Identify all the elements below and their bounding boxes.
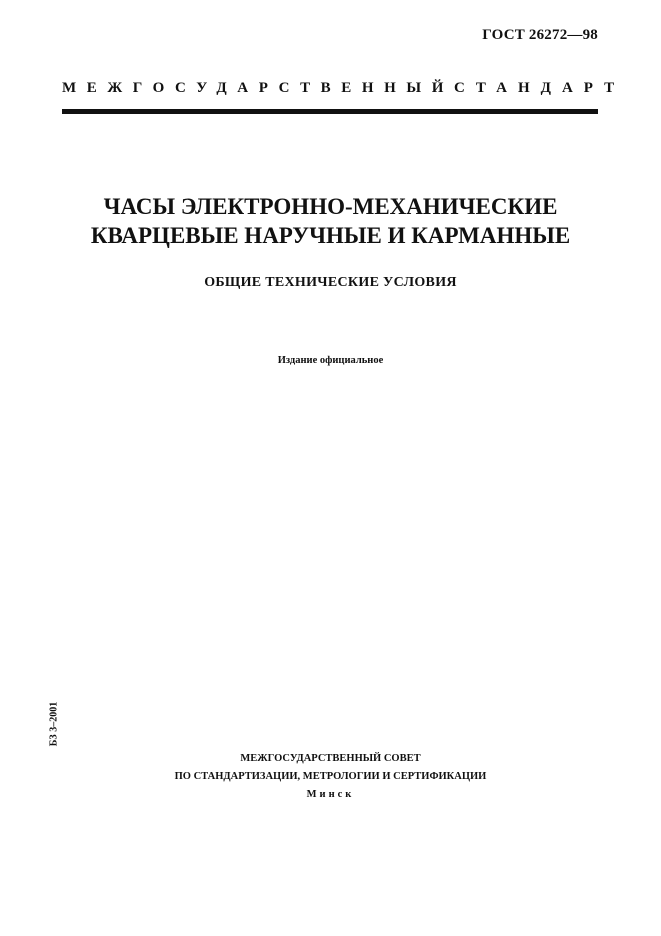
title-line-2: КВАРЦЕВЫЕ НАРУЧНЫЕ И КАРМАННЫЕ — [90, 223, 571, 248]
interstate-standard-banner — [62, 80, 626, 97]
publisher-block — [0, 750, 661, 804]
side-catalog-code: БЗ 3–2001 — [48, 701, 60, 747]
document-number: ГОСТ 26272—98 — [482, 27, 598, 43]
header-rule — [62, 109, 598, 114]
publisher-city: Минск — [306, 789, 355, 800]
edition-note: Издание официальное — [277, 355, 384, 366]
document-title — [0, 192, 661, 250]
banner-word-standard: СТАНДАРТ — [454, 80, 626, 96]
publisher-line-1: МЕЖГОСУДАРСТВЕННЫЙ СОВЕТ — [240, 753, 421, 764]
publisher-line-2: ПО СТАНДАРТИЗАЦИИ, МЕТРОЛОГИИ И СЕРТИФИКАЦИИ — [174, 771, 487, 782]
banner-word-interstate: МЕЖГОСУДАРСТВЕННЫЙ — [62, 80, 455, 96]
document-subtitle: ОБЩИЕ ТЕХНИЧЕСКИЕ УСЛОВИЯ — [204, 275, 457, 290]
title-line-1: ЧАСЫ ЭЛЕКТРОННО-МЕХАНИЧЕСКИЕ — [103, 194, 558, 219]
